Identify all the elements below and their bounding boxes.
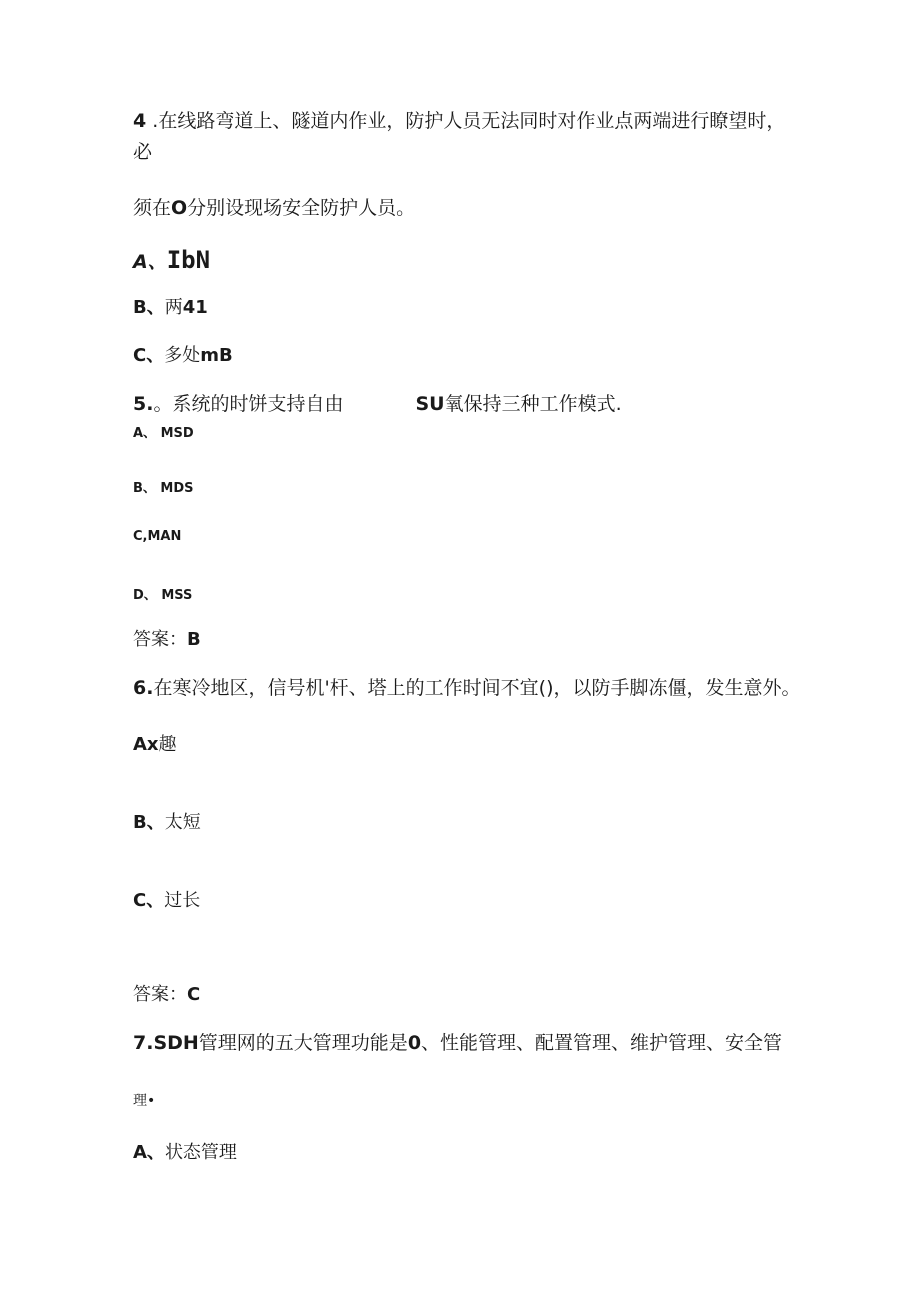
q5-option-a: A、 MSD bbox=[133, 426, 194, 441]
q6-number: 6. bbox=[133, 677, 154, 699]
q6-option-c: C、过长 bbox=[133, 890, 201, 911]
q7-option-a: A、状态管理 bbox=[133, 1142, 237, 1163]
q4-number: 4 bbox=[133, 110, 147, 132]
q4-option-c: C、多处mB bbox=[133, 345, 233, 366]
q5-number: 5. bbox=[133, 393, 154, 415]
q5-text: 5.。系统的时饼支持自由 SU氧保持三种工作模式. bbox=[133, 393, 622, 415]
q4-option-b: B、两41 bbox=[133, 297, 208, 318]
q4-text-line3: 须在O分别设现场安全防护人员。 bbox=[133, 197, 416, 219]
q6-option-a: Ax趣 bbox=[133, 734, 177, 755]
q4-text-line1 bbox=[133, 112, 785, 131]
q4-text-line2: 必 bbox=[133, 141, 153, 163]
q5-answer: 答案：B bbox=[133, 629, 201, 650]
q5-option-b: B、 MDS bbox=[133, 481, 194, 496]
q6-answer: 答案：C bbox=[133, 984, 201, 1005]
q7-text-line1: 7.SDH管理网的五大管理功能是0、性能管理、配置管理、维护管理、安全管 bbox=[133, 1032, 783, 1054]
q4-text: .在线路弯道上、隧道内作业，防护人员无法同时对作业点两端进行瞭望时， bbox=[146, 110, 786, 132]
q6-text: 6.在寒冷地区，信号机'杆、塔上的工作时间不宜()，以防手脚冻僵，发生意外。 bbox=[133, 677, 801, 699]
q4-option-a: A、IbN bbox=[133, 246, 211, 274]
q6-option-b: B、太短 bbox=[133, 812, 201, 833]
q5-option-c: C,MAN bbox=[133, 529, 182, 544]
q7-number: 7.SDH bbox=[133, 1032, 199, 1054]
q7-text-line2: 理• bbox=[133, 1093, 156, 1109]
q5-option-d: D、 MSS bbox=[133, 588, 193, 603]
